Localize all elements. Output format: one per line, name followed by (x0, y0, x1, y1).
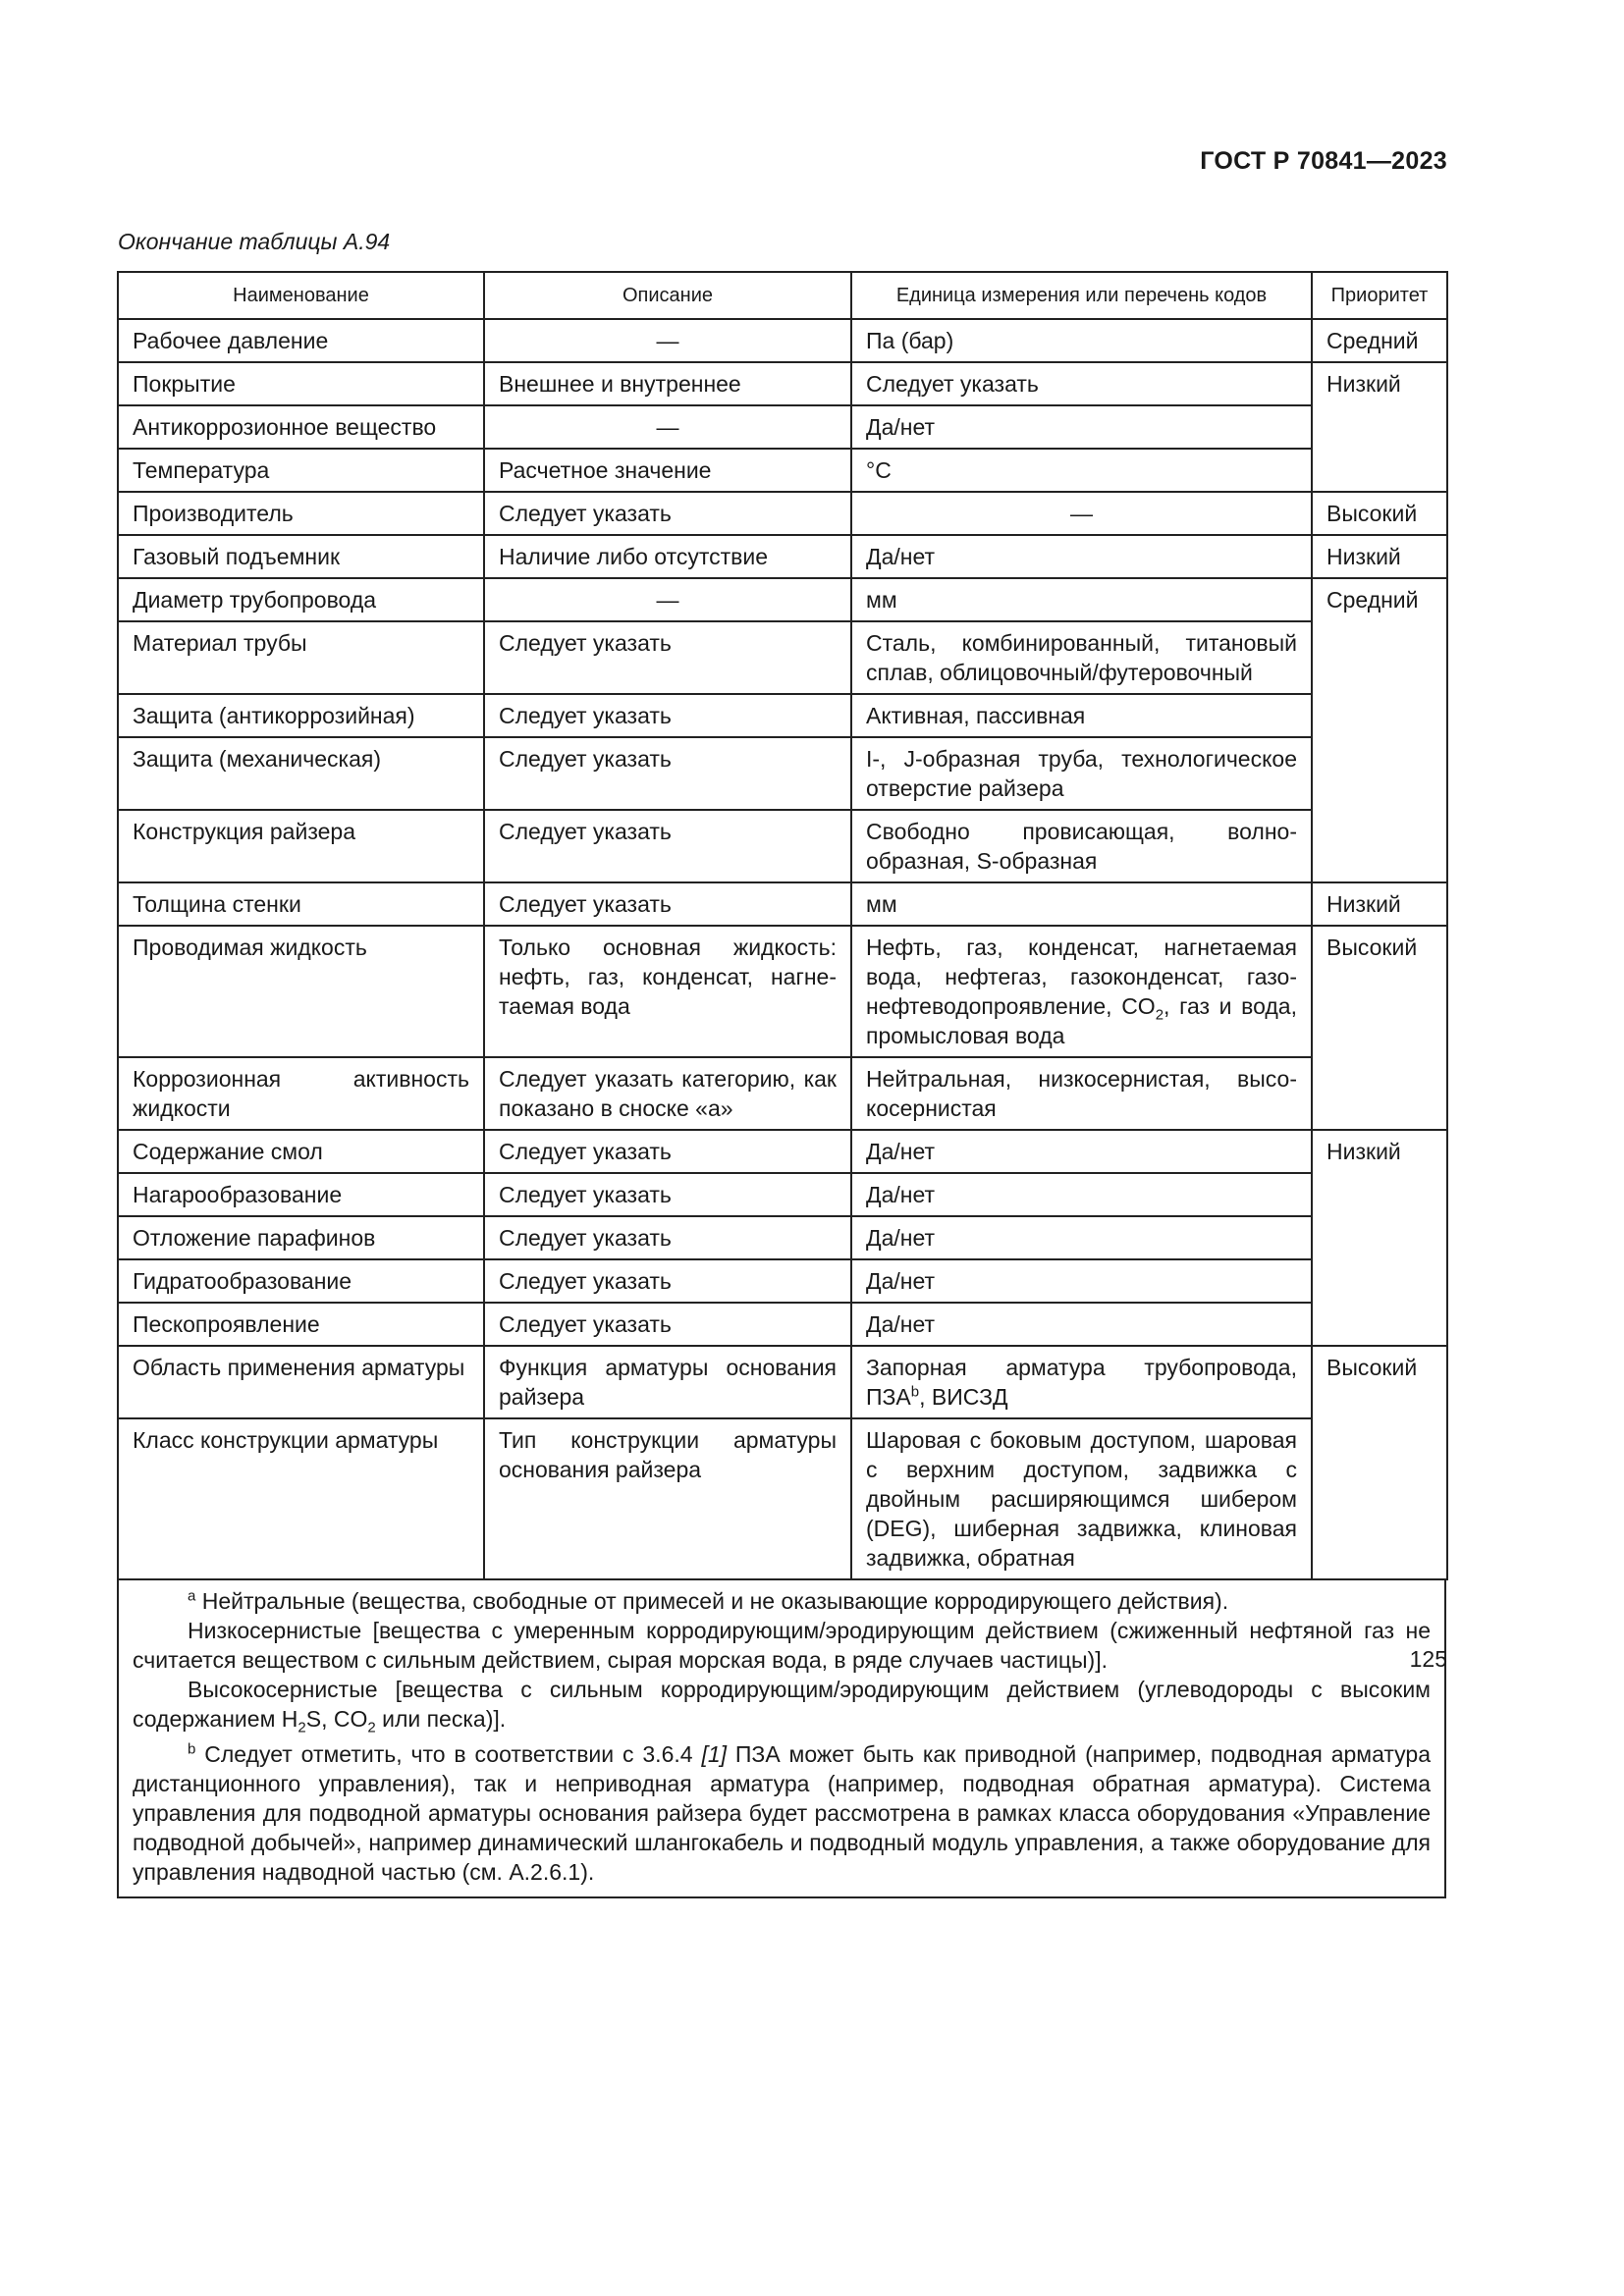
cell-unit: Нейтральная, низкосернистая, высокосернистая (851, 1057, 1312, 1130)
cell-name: Гидратообразование (118, 1259, 484, 1303)
cell-unit: Активная, пассивная (851, 694, 1312, 737)
cell-unit: Да/нет (851, 405, 1312, 449)
cell-priority: Высокий (1312, 926, 1447, 1130)
unit-text: , ВИСЗД (919, 1384, 1008, 1410)
cell-name: Антикоррозионное вещество (118, 405, 484, 449)
cell-unit: Да/нет (851, 535, 1312, 578)
cell-priority: Высокий (1312, 492, 1447, 535)
table-row (118, 1346, 1447, 1418)
table-row (118, 1173, 1447, 1216)
footnote-subscript: 2 (298, 1719, 306, 1736)
cell-name: Класс конструкции арматуры (118, 1418, 484, 1579)
cell-unit (851, 926, 1312, 1057)
cell-name: Отложение парафинов (118, 1216, 484, 1259)
data-table (117, 271, 1448, 1580)
cell-unit: Па (бар) (851, 319, 1312, 362)
cell-description: Функция арматуры основания райзера (484, 1346, 851, 1418)
table-row (118, 737, 1447, 810)
cell-description: Тип конструкции арматуры основания райзера (484, 1418, 851, 1579)
cell-name: Область применения арматуры (118, 1346, 484, 1418)
cell-unit: Да/нет (851, 1303, 1312, 1346)
cell-unit: Да/нет (851, 1216, 1312, 1259)
cell-description: Следует указать (484, 492, 851, 535)
cell-name: Проводимая жидкость (118, 926, 484, 1057)
table-row (118, 694, 1447, 737)
column-header: Приоритет (1312, 272, 1447, 319)
footnote-text: Нейтральные (вещества, свободные от примесей и не оказывающие корродирующего действия). (195, 1588, 1229, 1614)
table-caption: Окончание таблицы А.94 (118, 229, 391, 254)
table-row (118, 405, 1447, 449)
cell-unit (851, 1346, 1312, 1418)
table-row (118, 1418, 1447, 1579)
cell-unit: I-, J-образная труба, технологическое отверстие райзера (851, 737, 1312, 810)
table-row (118, 1216, 1447, 1259)
footnote-text: Следует отметить, что в соответствии с 3.6.4 (195, 1741, 702, 1767)
cell-name: Коррозионная активность жидкости (118, 1057, 484, 1130)
cell-unit: Свободно провисающая, волнообразная, S-образная (851, 810, 1312, 882)
table-row (118, 926, 1447, 1057)
table-row (118, 578, 1447, 621)
standard-code: ГОСТ Р 70841—2023 (1200, 147, 1447, 175)
footnote-mark: a (188, 1587, 196, 1605)
table-row (118, 1057, 1447, 1130)
cell-description: Следует указать (484, 621, 851, 694)
cell-unit: Следует указать (851, 362, 1312, 405)
cell-name: Температура (118, 449, 484, 492)
cell-priority: Низкий (1312, 1130, 1447, 1346)
cell-description: Следует указать (484, 1173, 851, 1216)
cell-priority: Низкий (1312, 362, 1447, 492)
footnote-high-sulfur (133, 1675, 1431, 1734)
cell-priority: Средний (1312, 319, 1447, 362)
cell-name: Защита (антикоррозийная) (118, 694, 484, 737)
table-row (118, 621, 1447, 694)
cell-name: Защита (механическая) (118, 737, 484, 810)
cell-priority: Низкий (1312, 535, 1447, 578)
footnote-subscript: 2 (367, 1719, 376, 1736)
reference-link: [1] (701, 1741, 728, 1767)
cell-unit: °С (851, 449, 1312, 492)
table-row (118, 1303, 1447, 1346)
footnote-low-sulfur: Низкосернистые [вещества с умеренным корродирующим/эродирующим действием (сжиженный нефтяной газ не считается веществом с сильным действием, сырая морская вода, в ряде случаев частицы)]. (133, 1618, 1431, 1673)
footnote-text: Высокосернистые [вещества с сильным корродирующим/эродирующим действием (углеводороды с высоким содержанием H (133, 1677, 1431, 1732)
unit-text: , газ и вода, промысловая вода (866, 993, 1297, 1048)
cell-name: Производитель (118, 492, 484, 535)
cell-priority: Низкий (1312, 882, 1447, 926)
table-row (118, 492, 1447, 535)
footnote-a (133, 1586, 1431, 1616)
cell-description: Наличие либо отсутствие (484, 535, 851, 578)
page-number: 125 (1409, 1646, 1447, 1672)
cell-description: Следует указать (484, 1130, 851, 1173)
table-container (117, 271, 1446, 1898)
cell-name: Нагарообразование (118, 1173, 484, 1216)
cell-description: Следует указать (484, 1303, 851, 1346)
cell-priority: Высокий (1312, 1346, 1447, 1579)
footnote-text: S, CO (305, 1706, 368, 1732)
table-row (118, 535, 1447, 578)
footnote-text: ПЗА может быть как приводной (например, подводная арматура дистанционного управления), так и неприводная арматура (например, подводная обратная арматура). Система управления для подводной арматуры основания райзера будет рассмотрена в рамках класса оборудования «Управление подводной добычей», например динамический шлангокабель и подводный модуль управления, а также оборудование для управления надводной частью (см. А.2.6.1). (133, 1741, 1432, 1885)
cell-name: Толщина стенки (118, 882, 484, 926)
column-header: Единица измерения или перечень кодов (851, 272, 1312, 319)
cell-description: Следует указать (484, 810, 851, 882)
cell-name: Диаметр трубопровода (118, 578, 484, 621)
table-row (118, 362, 1447, 405)
footnote-text: или песка)]. (375, 1706, 507, 1732)
cell-description: — (484, 405, 851, 449)
cell-unit: мм (851, 882, 1312, 926)
unit-text: Нефть, газ, конденсат, нагнетаемая вода, нефтегаз, газоконденсат, газонефтеводопроявление, CO (866, 934, 1297, 1019)
table-row (118, 882, 1447, 926)
cell-description: — (484, 578, 851, 621)
column-header: Описание (484, 272, 851, 319)
cell-name: Конструкция райзера (118, 810, 484, 882)
table-row (118, 810, 1447, 882)
cell-description: Следует указать (484, 737, 851, 810)
cell-unit: Да/нет (851, 1130, 1312, 1173)
cell-unit: Сталь, комбинированный, титановый сплав, облицовочный/футеровочный (851, 621, 1312, 694)
cell-description: Следует указать (484, 1259, 851, 1303)
footnote-mark: b (188, 1740, 196, 1758)
table-header-row (118, 272, 1447, 319)
table-row (118, 1259, 1447, 1303)
cell-name: Рабочее давление (118, 319, 484, 362)
cell-description: Внешнее и внутреннее (484, 362, 851, 405)
cell-name: Пескопроявление (118, 1303, 484, 1346)
cell-name: Газовый подъемник (118, 535, 484, 578)
cell-description: Следует указать (484, 882, 851, 926)
cell-unit: Да/нет (851, 1259, 1312, 1303)
cell-unit: Да/нет (851, 1173, 1312, 1216)
cell-name: Содержание смол (118, 1130, 484, 1173)
cell-description: Только основная жидкость: нефть, газ, конденсат, нагнетаемая вода (484, 926, 851, 1057)
cell-description: Следует указать (484, 1216, 851, 1259)
cell-description: — (484, 319, 851, 362)
table-row (118, 319, 1447, 362)
cell-description: Расчетное значение (484, 449, 851, 492)
cell-unit: Шаровая с боковым доступом, шаровая с верхним доступом, задвижка с двойным расширяющимся шибером (DEG), шиберная задвижка, клиновая задвижка, обратная (851, 1418, 1312, 1579)
cell-unit: мм (851, 578, 1312, 621)
footnote-b (133, 1739, 1431, 1887)
cell-priority: Средний (1312, 578, 1447, 882)
cell-description: Следует указать (484, 694, 851, 737)
cell-unit: — (851, 492, 1312, 535)
table-row (118, 1130, 1447, 1173)
cell-name: Материал трубы (118, 621, 484, 694)
unit-subscript: 2 (1155, 1006, 1164, 1024)
unit-text: Запорная арматура трубопровода, ПЗА (866, 1355, 1297, 1410)
cell-name: Покрытие (118, 362, 484, 405)
table-row (118, 449, 1447, 492)
footnote-mark: b (910, 1383, 920, 1401)
cell-description: Следует указать категорию, как показано в сноске «а» (484, 1057, 851, 1130)
table-footnotes (117, 1580, 1446, 1898)
column-header: Наименование (118, 272, 484, 319)
